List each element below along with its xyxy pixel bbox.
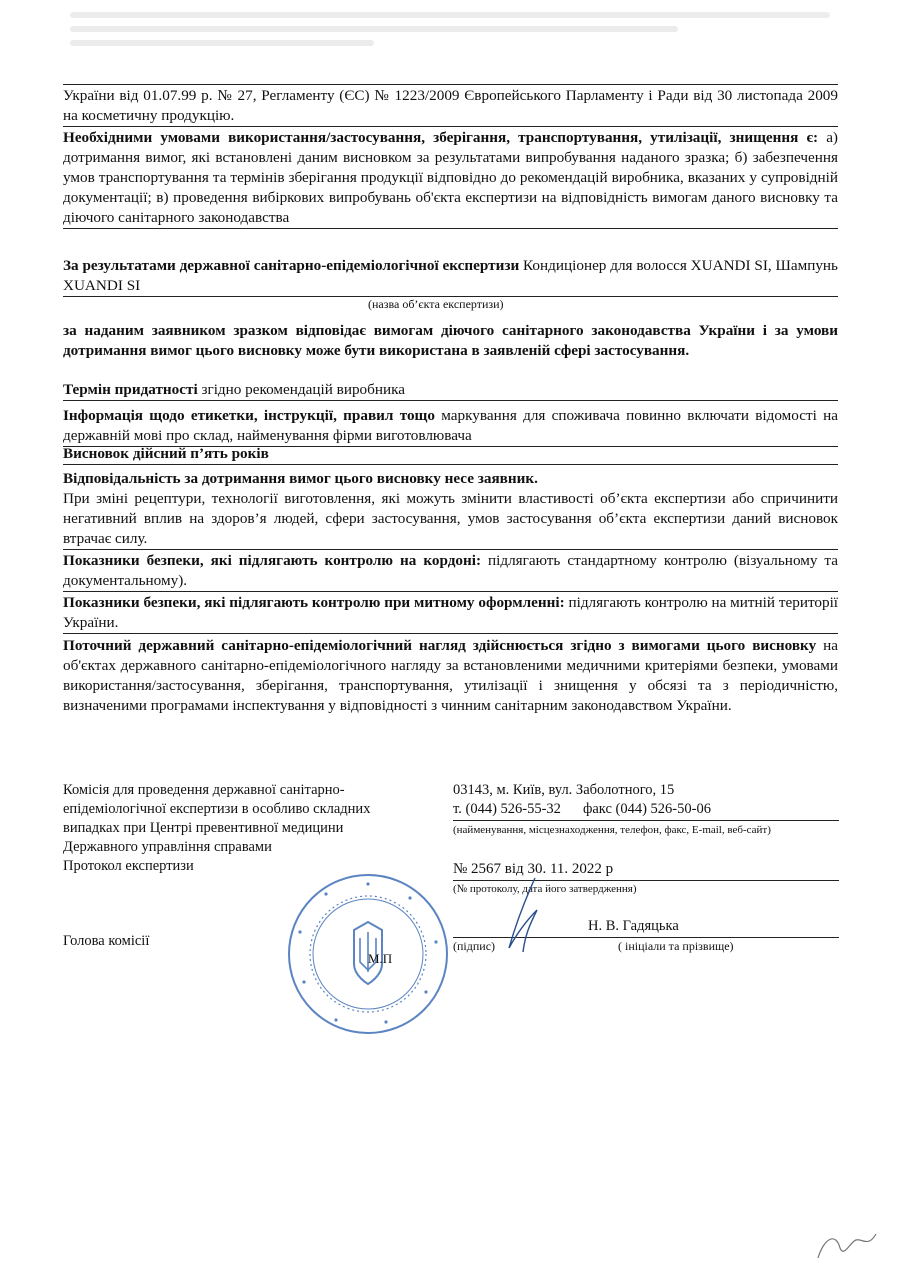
paragraph-responsibility: [63, 469, 838, 489]
paragraph-recipe-change: [63, 489, 838, 550]
paragraph-expertise-object: [63, 256, 838, 297]
protocol-label: Протокол експертизи: [63, 858, 194, 874]
commission-line: Державного управління справами: [63, 839, 272, 855]
corner-initials: [810, 1218, 890, 1268]
expertise-object-caption: (назва об’єкта експертизи): [368, 297, 504, 311]
paragraph-validity: [63, 444, 838, 465]
paragraph-regulations: [63, 86, 838, 127]
labeling-text: маркування для споживача повинно включати відомості на державній мові про склад, найменування фірми виготовлювача: [63, 407, 838, 444]
paragraph-compliance: [63, 321, 838, 361]
border-control-text: підлягають стандартному контролю (візуальному та документальному).: [63, 552, 838, 589]
stamp-mp-label: М.П: [368, 951, 393, 966]
paragraph-conditions: [63, 128, 838, 229]
phone-fax-line: [453, 800, 711, 819]
supervision-text: на об'єктах державного санітарно-епідеміологічного нагляду за встановленими медичними критеріями безпеки, умовами використання/застосування, зберігання, транспортування, утилізації і знищення у обсязі та з періодичністю, визначеними програмами інспектування у відповідності з чинним санітарним законодавством України.: [63, 637, 838, 714]
supervision-heading: Поточний державний санітарно-епідеміологічний нагляд здійснюється згідно з вимогами цього висновку: [63, 637, 817, 654]
compliance-text: за наданим заявником зразком відповідає вимогам діючого санітарного законодавства України і за умови дотримання вимог цього висновку може бути використана в заявленій сфері застосування.: [63, 322, 838, 359]
signature-caption: (підпис): [453, 939, 496, 953]
address-caption: (найменування, місцезнаходження, телефон, факс, E-mail, веб-сайт): [453, 824, 771, 836]
conditions-text: а) дотримання вимог, які встановлені даним висновком за результатами випробування наданого зразка; б) забезпечення умов транспортування та термінів зберігання продукції відповідно до рекомендацій виробника, вказаних у супровідній документації; в) проведення вибіркових випробувань об'єкта експертизи на відповідність вимогам даного висновку та діючого санітарного законодавства: [63, 129, 838, 226]
address-underline: [453, 820, 839, 821]
border-control-heading: Показники безпеки, які підлягають контролю на кордоні:: [63, 552, 482, 569]
shelf-life-text: згідно рекомендацій виробника: [197, 381, 406, 398]
protocol-value: № 2567 від 30. 11. 2022 р: [453, 861, 614, 877]
labeling-heading: Інформація щодо етикетки, інструкції, правил тощо: [63, 407, 435, 424]
recipe-change-text: При зміні рецептури, технології виготовлення, які можуть змінити властивості об’єкта експертизи або спричинити негативний вплив на здоров’я людей, сфери застосування, умов застосування об’єкта експертизи даний висновок втрачає силу.: [63, 490, 838, 547]
commission-line: випадках при Центрі превентивної медицини: [63, 820, 344, 836]
commission-line: Комісія для проведення державної санітарно-: [63, 782, 345, 798]
paragraph-supervision: [63, 636, 838, 716]
head-label: Голова комісії: [63, 933, 150, 949]
commission-block: [63, 781, 370, 876]
signature-scribble: [495, 870, 575, 960]
address: 03143, м. Київ, вул. Заболотного, 15: [453, 782, 675, 798]
signer-name: Н. В. Гадяцька: [588, 918, 679, 934]
expertise-heading: За результатами державної санітарно-епідеміологічної експертизи: [63, 257, 520, 274]
regulations-text: України від 01.07.99 р. № 27, Регламенту (ЄС) № 1223/2009 Європейського Парламенту і Ради від 30 листопада 2009 на косметичну продукцію.: [63, 87, 838, 124]
expertise-object-text: Кондиціонер для волосся XUANDI SI, Шампунь XUANDI SI: [63, 257, 838, 294]
paragraph-border-control: [63, 551, 838, 592]
top-rule: [63, 84, 838, 85]
responsibility-heading: Відповідальність за дотримання вимог цього висновку несе заявник.: [63, 470, 538, 487]
customs-control-heading: Показники безпеки, які підлягають контролю при митному оформленні:: [63, 594, 565, 611]
shelf-life-heading: Термін придатності: [63, 381, 198, 398]
paragraph-customs-control: [63, 593, 838, 634]
bleed-through-text: [70, 12, 830, 52]
fax: факс (044) 526-50-06: [582, 801, 711, 817]
protocol-caption: (№ протоколу, дата його затвердження): [453, 883, 637, 895]
paragraph-labeling: [63, 406, 838, 447]
validity-text: Висновок дійсний п’ять років: [63, 445, 269, 462]
customs-control-text: підлягають контролю на митній території України.: [63, 594, 839, 631]
name-caption: ( ініціали та прізвище): [618, 939, 734, 953]
phone: т. (044) 526-55-32: [453, 801, 561, 817]
commission-line: епідеміологічної експертизи в особливо складних: [63, 801, 371, 817]
conditions-heading: Необхідними умовами використання/застосування, зберігання, транспортування, утилізації, знищення є:: [63, 129, 819, 146]
paragraph-shelf-life: [63, 380, 838, 401]
